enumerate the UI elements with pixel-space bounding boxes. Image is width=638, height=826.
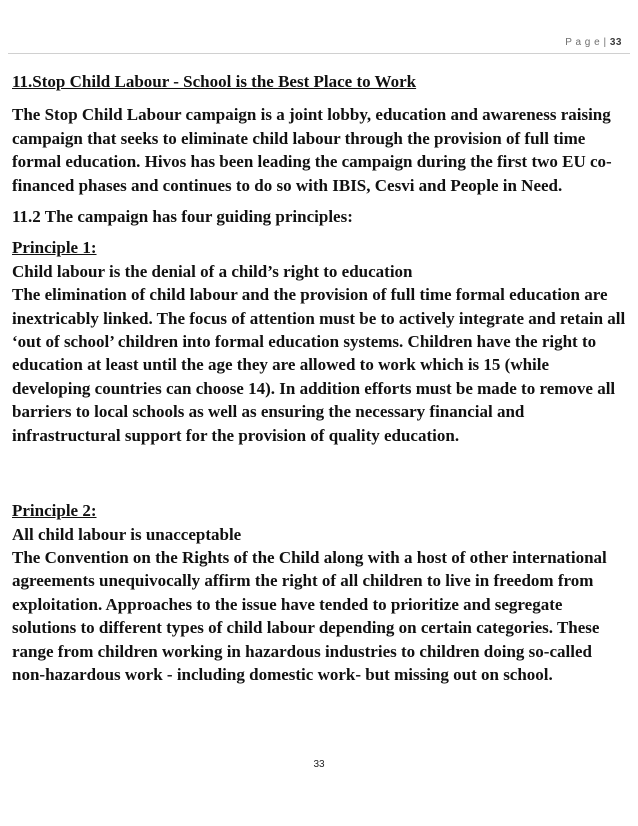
principles-heading: 11.2 The campaign has four guiding principles: [12, 207, 353, 227]
principle-subtitle: Child labour is the denial of a child’s right to education [12, 261, 413, 281]
page-header [565, 37, 622, 48]
principle-block-2 [12, 499, 626, 686]
principle-label: Principle 1: [12, 238, 97, 258]
footer-page-number: 33 [313, 759, 325, 770]
principle-body: The elimination of child labour and the provision of full time formal education are inextricably linked. The focus of attention must be to actively integrate and retain all ‘out of school’ children into formal education systems. Children have the right to education at least until the age they are allowed to work which is 15 (while developing countries can choose 14). In addition efforts must be made to remove all barriers to local schools as well as ensuring the necessary financial and infrastructural support for the provision of quality education. [12, 285, 626, 445]
intro-paragraph: The Stop Child Labour campaign is a joint lobby, education and awareness raising campaign that seeks to eliminate child labour through the provision of full time formal education. Hivos has been leading the campaign during the first two EU co-financed phases and continues to do so with IBIS, Cesvi and People in Need. [12, 105, 612, 195]
principle-subtitle: All child labour is unacceptable [12, 524, 242, 544]
section-title: 11.Stop Child Labour - School is the Best Place to Work [12, 72, 417, 91]
page-footer [0, 759, 638, 770]
principle-body: The Convention on the Rights of the Child along with a host of other international agreements unequivocally affirm the right of all children to live in freedom from exploitation. Approaches to the issue have tended to prioritize and segregate solutions to different types of child labour depending on certain categories. These range from children working in hazardous industries to children doing so-called non-hazardous work - including domestic work- but missing out on school. [12, 547, 607, 684]
header-divider [8, 53, 630, 54]
principle-block-1 [12, 236, 626, 447]
page-label: P a g e | [565, 37, 607, 48]
header-page-number: 33 [609, 37, 622, 48]
spacer [12, 447, 626, 499]
principle-label: Principle 2: [12, 501, 97, 521]
document-body [12, 70, 626, 686]
